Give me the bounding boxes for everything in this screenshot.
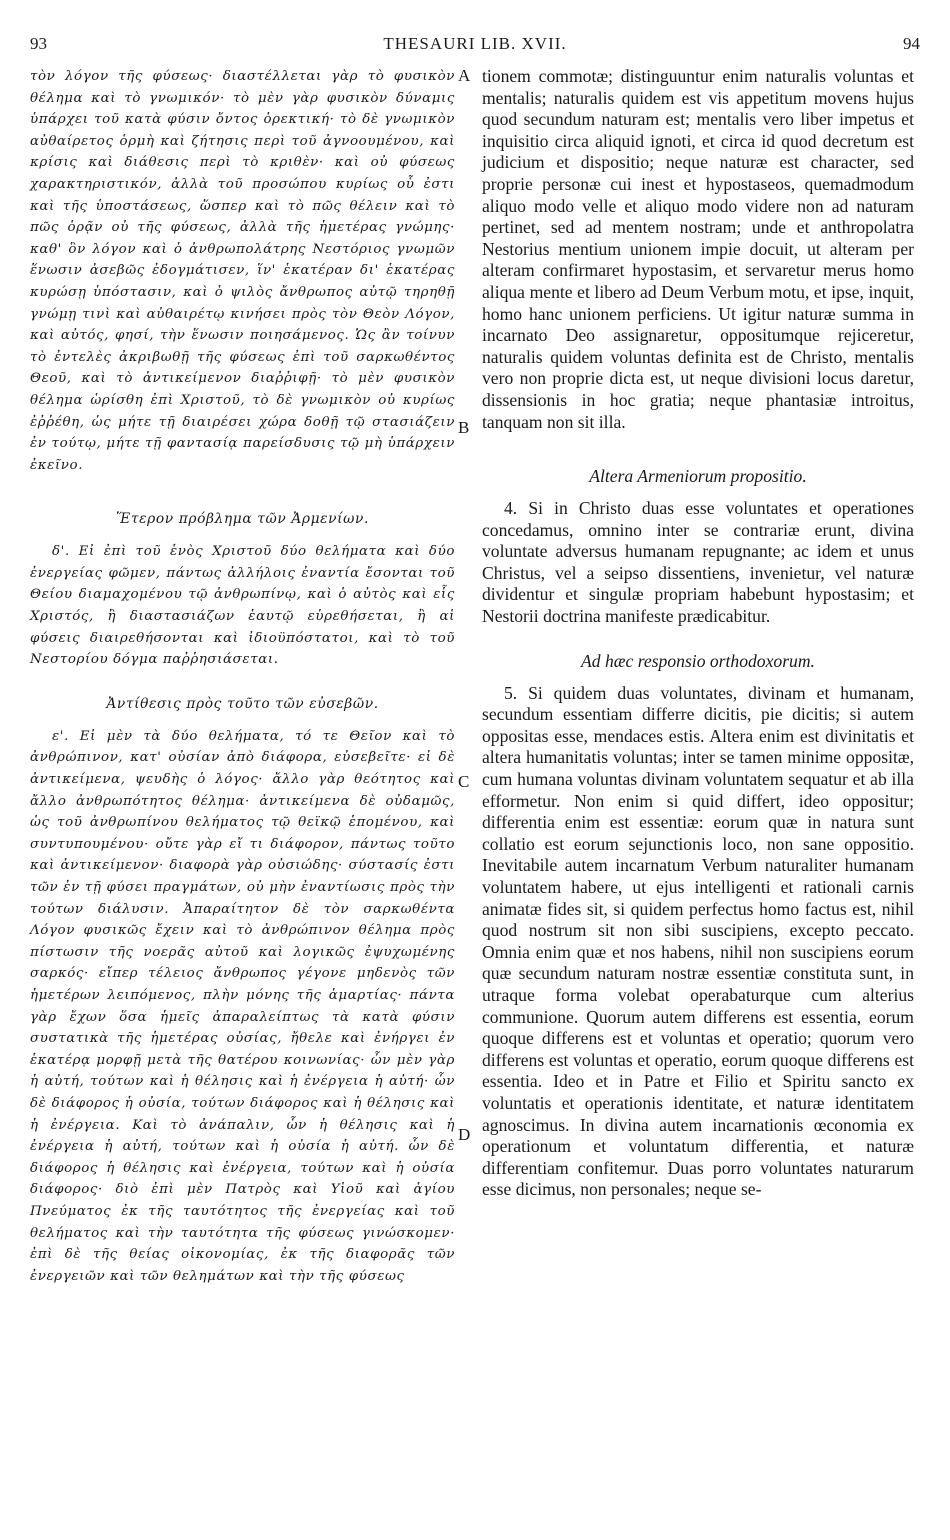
running-title: THESAURI LIB. XVII. bbox=[383, 34, 567, 53]
latin-column bbox=[482, 66, 914, 1201]
greek-heading-2: Ἀντίθεσις πρὸς τοῦτο τῶν εὐσεβῶν. bbox=[106, 695, 379, 712]
greek-heading-1: Ἕτερον πρόβλημα τῶν Ἀρμενίων. bbox=[116, 511, 369, 528]
latin-heading-2: Ad hæc responsio orthodoxorum. bbox=[581, 650, 815, 671]
latin-paragraph-1: tionem commotæ; distinguuntur enim naturalis voluntas et mentalis; naturalis quidem est vis appetitum movens hujus quod secundum naturam est; mentalis vero liber impetus et inquisitio circa aliquid ignoti, et circa id quod decretum est judicium et dispositio; neque naturæ est character, sed proprie personæ cui inest et hypostaseos, quemadmodum aliquo modo velle et aliquo modo videre non ad naturam pertinet, sed ad mentem nostram; unde et anthropolatra Nestorius mentium unionem impie docuit, ut alteram per alteram confirmaret hypostasim, et servaretur merus homo aliqua mente et libero ad Deum Verbum motu, et ipse, inquit, homo hanc unionem perficiens. Ut igitur naturæ summa in incarnato Deo assignaretur, oppositumque rejiceretur, naturalis quidem voluntas definita est de Christo, mentalis vero non proprie dicta est, ut neque divisioni locus daretur, dissensionis in hoc gratia; neque phantasiæ introitus, tanquam non sit illa. bbox=[482, 66, 914, 432]
latin-heading-1: Altera Armeniorum propositio. bbox=[589, 466, 807, 487]
margin-marker-d: D bbox=[458, 1125, 471, 1144]
greek-paragraph-1: τὸν λόγον τῆς φύσεως· διαστέλλεται γὰρ τὸ φυσικὸν θέλημα καὶ τὸ γνωμικόν· τὸ μὲν γὰρ φυσικὸν δύναμις ὑπάρχει τοῦ κατὰ φύσιν ὄντος ὀρεκτική· τὸ δὲ γνωμικὸν αὐθαίρετος ὁρμὴ καὶ ζήτησις περὶ τοῦ ἀγνοουμένου, καὶ κρίσις καὶ διάθεσις περὶ τὸ κριθὲν· καὶ οὐ φύσεως χαρακτηριστικόν, ἀλλὰ τοῦ προσώπου κυρίως οὗ ἐστι καὶ τῆς ὑποστάσεως, ὥσπερ καὶ τὸ πῶς θέλειν καὶ τὸ πῶς ὁρᾷν οὐ τῆς φύσεως, ἀλλὰ τῆς ἡμετέρας γνώμης· καθ' ὃν λόγον καὶ ὁ ἀνθρωπολάτρης Νεστόριος γνωμῶν ἕνωσιν ἀσεβῶς ἐδογμάτισεν, ἵν' ἑκατέραν δι' ἑκατέρας κυρώσῃ ὑπόστασιν, καὶ ὁ ψιλὸς ἄνθρωπος αὐτῷ τηρηθῇ γνώμῃ τινὶ καὶ αὐθαιρέτῳ κινήσει πρὸς τὸν Θεὸν Λόγον, καὶ αὐτός, φησί, τὴν ἕνωσιν ποιησάμενος. Ὡς ἂν τοίνυν τὸ ἐντελὲς ἀκριβωθῇ τῆς φύσεως ἐπὶ τοῦ σαρκωθέντος Θεοῦ, καὶ τὸ ἀντικείμενον διαῤῥιφῇ· τὸ μὲν φυσικὸν θέλημα ὡρίσθη ἐπὶ Χριστοῦ, τὸ δὲ γνωμικὸν οὐ κυρίως ἐῤῥέθη, ὡς μήτε τῇ διαιρέσει χώρα δοθῇ τῷ στασιάζειν ἐν τούτῳ, μήτε τῇ φαντασίᾳ παρείσδυσις τῷ μὴ ὑπάρχειν ἐκεῖνο. bbox=[30, 69, 455, 473]
margin-marker-a: A bbox=[458, 66, 471, 85]
latin-paragraph-2: 4. Si in Christo duas esse voluntates et operationes concedamus, omnino inter se contrariæ erunt, divina voluntate adversus humanam repugnante; ac idem et unus Christus, vel a seipso dissentiens, invenietur, vel naturæ dividentur et singulæ propriam habebunt hypostasim; et Nestorii doctrina manifeste prædicabitur. bbox=[482, 498, 914, 627]
margin-marker-c: C bbox=[458, 772, 470, 791]
greek-paragraph-3: ε'. Εἰ μὲν τὰ δύο θελήματα, τό τε Θεῖον καὶ τὸ ἀνθρώπινον, κατ' οὐσίαν ἀπὸ διάφορα, εὐσεβεῖτε· εἰ δὲ ἀντικείμενα, ψευδὴς ὁ λόγος· ἄλλο γὰρ θεότητος καὶ ἄλλο ἀνθρωπότητος θέλημα· ἀντικείμενα δὲ οὐδαμῶς, ὡς τοῦ ἀνθρωπίνου θελήματος τῷ θεϊκῷ ἑπομένου, καὶ συντυπουμένου· οὔτε γὰρ εἴ τι διάφορον, πάντως τοῦτο καὶ ἀντικείμενον· διαφορὰ γὰρ οὐσιώδης· σύστασίς ἐστι τῶν ἐν τῇ φύσει πραγμάτων, οὐ μὴν ἐναντίωσις πρὸς τὴν τούτων διάλυσιν. Ἀπαραίτητον δὲ τὸν σαρκωθέντα Λόγον φυσικῶς ἔχειν καὶ τὸ ἀνθρώπινον θέλημα πρὸς πίστωσιν τῆς νοερᾶς αὐτοῦ καὶ λογικῶς ἐψυχωμένης σαρκός· εἴπερ τέλειος ἄνθρωπος γέγονε μηδενὸς τῶν ἡμετέρων λειπόμενος, πλὴν μόνης τῆς ἁμαρτίας· πάντα γὰρ ἔχων ὅσα ἡμεῖς ἀπαραλείπτως τὰ κατὰ φύσιν συστατικὰ τῆς ἡμετέρας οὐσίας, ἤθελε καὶ ἐνήργει ἐν ἑκατέρᾳ μορφῇ μετὰ τῆς θατέρου κοινωνίας· ὧν μὲν γὰρ ἡ αὐτή, τούτων καὶ ἡ θέλησις καὶ ἡ ἐνέργεια ἡ αὐτή· ὧν δὲ διάφορος ἡ οὐσία, τούτων διάφορος καὶ ἡ θέλησις καὶ ἡ ἐνέργεια. Καὶ τὸ ἀνάπαλιν, ὧν ἡ θέλησις καὶ ἡ ἐνέργεια ἡ αὐτή, τούτων καὶ ἡ οὐσία ἡ αὐτή. ὧν δὲ διάφορος ἡ θέλησις καὶ ἐνέργεια, τούτων καὶ ἡ οὐσία διάφορος· διὸ ἐπὶ μὲν Πατρὸς καὶ Υἱοῦ καὶ ἁγίου Πνεύματος ἐκ τῆς ταυτότητος τῆς ἐνεργείας καὶ τοῦ θελήματος καὶ τὴν ταυτότητα τῆς φύσεως γινώσκομεν· ἐπὶ δὲ τῆς θείας οἰκονομίας, ἐκ τῆς διαφορᾶς τῶν ἐνεργειῶν καὶ τῶν θελημάτων καὶ τὴν τῆς φύσεως bbox=[30, 728, 455, 1284]
page-number-left: 93 bbox=[30, 34, 47, 53]
latin-paragraph-3: 5. Si quidem duas voluntates, divinam et humanam, secundum essentiam differre dicitis, pie dicitis; si autem oppositas esse, mendaces estis. Altera enim est divinitatis et altera humanitatis voluntas; inter se tamen minime oppositæ, cum humana voluntas divinam voluntatem sequatur et ab illa efformetur. Non enim si quid differt, ideo oppositur; differentia enim est essentiæ: eorum quæ in natura sunt collatio est eorum sejunctionis loco, non sane oppositio. Inevitabile autem incarnatum Verbum naturaliter humanam voluntatem habere, ut ejus intelligenti et rationali carnis animatæ fides sit, si quidem perfectus homo factus est, nihil quod nostrum sit non sibi suscipiens, excepto peccato. Omnia enim quæ et nos habens, nihil non suscipiens eorum quæ secundum naturam nostræ essentiæ constituta sunt, in utraque forma volebat operabaturque cum alterius communione. Quorum autem differens est essentia, eorum quoque differens est et voluntas et operatio; quorum vero differens est voluntas et operatio, eorum quoque differens est essentia. Ideo et in Patre et Filio et Spiritu sancto ex voluntatis et operationis identitate, et naturæ identitatem agnoscimus. In divina autem incarnationis œconomia ex operationum et voluntatum differentia, et naturæ differentiam confitemur. Duas porro voluntates naturarum esse dicimus, non personales; neque se- bbox=[482, 682, 914, 1200]
page-header bbox=[30, 30, 920, 56]
page-number-right: 94 bbox=[903, 34, 920, 53]
greek-column bbox=[30, 66, 455, 1287]
greek-paragraph-2: δ'. Εἰ ἐπὶ τοῦ ἑνὸς Χριστοῦ δύο θελήματα καὶ δύο ἐνεργείας φῶμεν, πάντως ἀλλήλοις ἐναντία ἔσονται τοῦ Θείου διαμαχομένου τῷ ἀνθρωπίνῳ, καὶ ὁ αὐτὸς καὶ εἷς Χριστός, ἢ διαστασιάζων ἑαυτῷ εὑρεθήσεται, ἢ αἱ φύσεις διαιρεθήσονται καὶ ἰδιοϋπόστατοι, καὶ τὸ τοῦ Νεστορίου δόγμα παῤῥησιάσεται. bbox=[30, 544, 455, 668]
margin-marker-b: B bbox=[458, 418, 470, 437]
